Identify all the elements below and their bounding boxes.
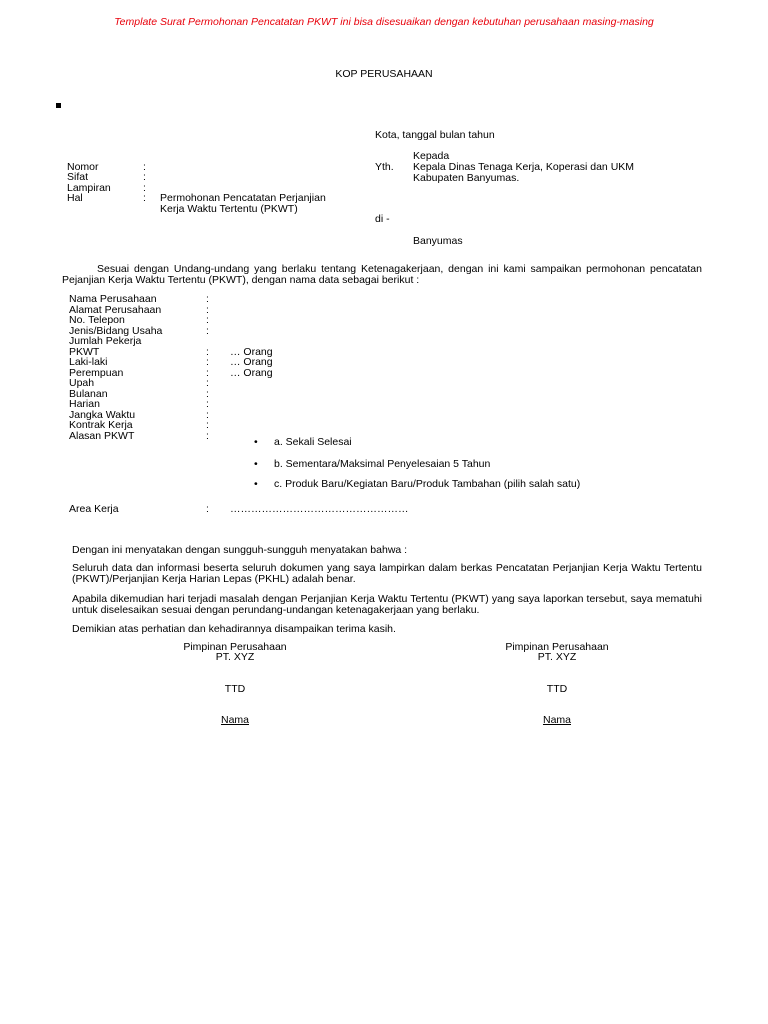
data-colon: : xyxy=(206,398,209,410)
date-line: Kota, tanggal bulan tahun xyxy=(375,129,495,141)
data-colon: : xyxy=(206,367,209,379)
data-colon: : xyxy=(206,409,209,421)
data-label: Kontrak Kerja xyxy=(69,419,133,431)
bullet-icon: • xyxy=(254,478,258,490)
data-colon: : xyxy=(206,356,209,368)
data-colon: : xyxy=(206,346,209,358)
recipient-yth: Yth. xyxy=(375,161,394,173)
list-item: b. Sementara/Maksimal Penyelesaian 5 Tahun xyxy=(274,458,491,470)
data-colon: : xyxy=(206,430,209,442)
list-item: a. Sekali Selesai xyxy=(274,436,352,448)
recipient-kepada: Kepada xyxy=(413,150,450,162)
data-label: Harian xyxy=(69,398,100,410)
data-value: … Orang xyxy=(230,346,273,358)
data-label: Jumlah Pekerja xyxy=(69,335,142,347)
statement-paragraph-1: Seluruh data dan informasi beserta seluruh dokumen yang saya lampirkan dalam berkas Pencatatan Perjanjian Kerja Waktu Tertentu (PKWT)/Perjanjian Kerja Harian Lepas (PKHL) adalah benar. xyxy=(72,562,702,585)
field-label-hal: Hal xyxy=(67,192,83,204)
field-label-sifat: Sifat xyxy=(67,171,89,183)
bullet-square-icon xyxy=(56,103,61,108)
field-label-nomor: Nomor xyxy=(67,161,99,173)
data-label: Upah xyxy=(69,377,95,389)
data-label: Bulanan xyxy=(69,388,108,400)
data-label: Jangka Waktu xyxy=(69,409,136,421)
data-value: … Orang xyxy=(230,367,273,379)
area-kerja-value: …………………………………………… xyxy=(230,503,409,515)
data-colon: : xyxy=(206,314,209,326)
field-value-hal-line-2: Kerja Waktu Tertentu (PKWT) xyxy=(160,203,298,215)
data-label: Perempuan xyxy=(69,367,124,379)
letterhead-title: KOP PERUSAHAAN xyxy=(335,68,433,80)
intro-paragraph: Sesuai dengan Undang-undang yang berlaku tentang Ketenagakerjaan, dengan ini kami sampaikan permohonan pencatatan Pejanjian Kerja Waktu Tertentu (PKWT), dengan nama data sebagai berikut : xyxy=(62,263,702,286)
data-label: Laki-laki xyxy=(69,356,108,368)
field-colon-nomor: : xyxy=(143,161,146,173)
field-colon-hal: : xyxy=(143,192,146,204)
data-colon: : xyxy=(206,377,209,389)
field-colon-sifat: : xyxy=(143,171,146,183)
data-label: Alasan PKWT xyxy=(69,430,135,442)
signature-company: PT. XYZ xyxy=(215,651,255,663)
data-label: Jenis/Bidang Usaha xyxy=(69,325,163,337)
field-colon-lampiran: : xyxy=(143,182,146,194)
recipient-di: di - xyxy=(375,213,390,225)
signature-title: Pimpinan Perusahaan xyxy=(183,641,287,653)
data-colon: : xyxy=(206,388,209,400)
signature-ttd: TTD xyxy=(224,683,246,695)
data-colon: : xyxy=(206,304,209,316)
closing-line: Demikian atas perhatian dan kehadirannya disampaikan terima kasih. xyxy=(72,623,396,635)
data-colon: : xyxy=(206,293,209,305)
recipient-line-1: Kepala Dinas Tenaga Kerja, Koperasi dan UKM xyxy=(413,161,635,173)
data-label: No. Telepon xyxy=(69,314,125,326)
list-item: c. Produk Baru/Kegiatan Baru/Produk Tambahan (pilih salah satu) xyxy=(274,478,581,490)
signature-name: Nama xyxy=(220,714,249,726)
data-label: Nama Perusahaan xyxy=(69,293,157,305)
statement-paragraph-2: Apabila dikemudian hari terjadi masalah dengan Perjanjian Kerja Waktu Tertentu (PKWT) yang saya laporkan tersebut, saya mematuhi untuk diselesaikan sesuai dengan perundang-undangan ketenagakerjaan yang berlaku. xyxy=(72,593,702,616)
signature-title: Pimpinan Perusahaan xyxy=(505,641,609,653)
statement-intro: Dengan ini menyatakan dengan sungguh-sungguh menyatakan bahwa : xyxy=(72,544,408,556)
data-colon: : xyxy=(206,325,209,337)
signature-name: Nama xyxy=(542,714,571,726)
data-value: … Orang xyxy=(230,356,273,368)
bullet-icon: • xyxy=(254,436,258,448)
field-label-lampiran: Lampiran xyxy=(67,182,111,194)
area-kerja-label: Area Kerja xyxy=(69,503,119,515)
bullet-icon: • xyxy=(254,458,258,470)
signature-company: PT. XYZ xyxy=(537,651,577,663)
template-note: Template Surat Permohonan Pencatatan PKWT ini bisa disesuaikan dengan kebutuhan perusahaan masing-masing xyxy=(114,16,654,28)
data-label: PKWT xyxy=(69,346,100,358)
area-kerja-colon: : xyxy=(206,503,209,515)
signature-ttd: TTD xyxy=(546,683,568,695)
recipient-line-2: Kabupaten Banyumas. xyxy=(413,172,520,184)
recipient-city: Banyumas xyxy=(413,235,463,247)
data-label: Alamat Perusahaan xyxy=(69,304,162,316)
data-colon: : xyxy=(206,419,209,431)
field-value-hal: Permohonan Pencatatan Perjanjian xyxy=(160,192,326,204)
